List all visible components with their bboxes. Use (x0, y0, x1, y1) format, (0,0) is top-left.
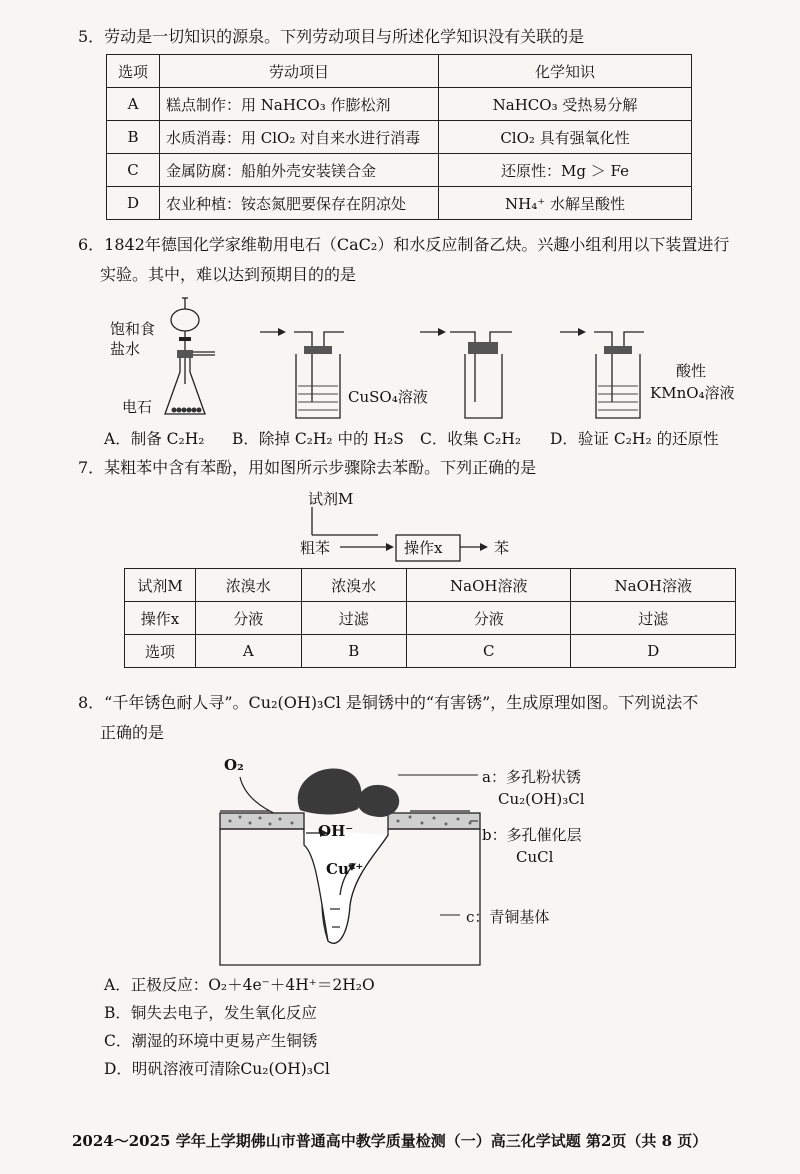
q6-stem-line1: 6．1842年德国化学家维勒用电石（CaC₂）和水反应制备乙炔。兴趣小组利用以下装置进行 (78, 235, 730, 254)
q5-cell: 金属防腐：船舶外壳安装镁合金 (160, 154, 439, 187)
q6-option-a: A．制备 C₂H₂ (104, 430, 205, 448)
q7-cell: C (407, 635, 571, 668)
q5-header: 劳动项目 (160, 55, 439, 88)
kmno4-label: KMnO₄溶液 (650, 384, 735, 402)
q8-stem-line1: 8．“千年锈色耐人寻”。Cu₂(OH)₃Cl 是铜锈中的“有害锈”，生成原理如图。下列说法不 (78, 693, 699, 712)
page-footer: 2024～2025 学年上学期佛山市普通高中教学质量检测（一）高三化学试题 第2页（共 8 页） (72, 1132, 708, 1150)
q7-cell: 分液 (407, 602, 571, 635)
reagent-m-label: 试剂M (308, 490, 354, 508)
q6-stem-line2: 实验。其中，难以达到预期目的的是 (100, 265, 357, 284)
q7-cell: 浓溴水 (301, 569, 407, 602)
q5-cell: NaHCO₃ 受热易分解 (439, 88, 692, 121)
q5-cell: NH₄⁺ 水解呈酸性 (439, 187, 692, 220)
q7-cell: 选项 (125, 635, 196, 668)
q5-cell: 糕点制作：用 NaHCO₃ 作膨松剂 (160, 88, 439, 121)
q5-cell: 水质消毒：用 ClO₂ 对自来水进行消毒 (160, 121, 439, 154)
q5-cell: 还原性：Mg ＞ Fe (439, 154, 692, 187)
q6-option-c: C．收集 C₂H₂ (420, 430, 522, 448)
q5-cell: B (107, 121, 160, 154)
q7-cell: 分液 (196, 602, 302, 635)
q7-stem: 7．某粗苯中含有苯酚，用如图所示步骤除去苯酚。下列正确的是 (78, 458, 537, 477)
operation-x-label: 操作x (404, 539, 443, 557)
q5-header: 化学知识 (439, 55, 692, 88)
q7-cell: 试剂M (125, 569, 196, 602)
q7-cell: 过滤 (571, 602, 736, 635)
apparatus-d-diagram (560, 322, 650, 422)
saturated-brine-label-2: 盐水 (110, 340, 141, 358)
q5-cell: 农业种植：铵态氮肥要保存在阴凉处 (160, 187, 439, 220)
crude-benzene-label: 粗苯 (300, 539, 331, 557)
cu-label: Cu²⁺ (326, 860, 364, 878)
cuso4-label: CuSO₄溶液 (348, 388, 428, 406)
q8-option-b: B．铜失去电子，发生氧化反应 (104, 1004, 317, 1022)
label-c: c：青铜基体 (466, 908, 550, 926)
q8-stem-line2: 正确的是 (100, 723, 165, 742)
q5-cell: A (107, 88, 160, 121)
q5-cell: ClO₂ 具有强氧化性 (439, 121, 692, 154)
acidic-label: 酸性 (676, 362, 707, 380)
q5-stem: 5．劳动是一切知识的源泉。下列劳动项目与所述化学知识没有关联的是 (78, 27, 585, 46)
q7-cell: 浓溴水 (196, 569, 302, 602)
q6-option-d: D．验证 C₂H₂ 的还原性 (550, 430, 719, 448)
q7-cell: NaOH溶液 (407, 569, 571, 602)
q8-option-a: A．正极反应：O₂＋4e⁻＋4H⁺＝2H₂O (104, 976, 375, 994)
apparatus-b-diagram (260, 322, 350, 422)
q7-cell: 操作x (125, 602, 196, 635)
carbide-label: 电石 (122, 398, 153, 416)
saturated-brine-label-1: 饱和食 (110, 320, 156, 338)
q5-cell: C (107, 154, 160, 187)
q6-option-b: B．除掉 C₂H₂ 中的 H₂S (232, 430, 404, 448)
q5-table (106, 54, 692, 220)
q7-cell: NaOH溶液 (571, 569, 736, 602)
label-b-line2: CuCl (516, 848, 554, 866)
q7-cell: D (571, 635, 736, 668)
label-a-line1: a：多孔粉状锈 (482, 768, 581, 786)
label-b-line1: b：多孔催化层 (482, 826, 582, 844)
q7-table (124, 568, 736, 668)
q5-header: 选项 (107, 55, 160, 88)
q5-cell: D (107, 187, 160, 220)
apparatus-c-diagram (420, 322, 520, 422)
oh-label: OH⁻ (318, 822, 354, 840)
q8-option-d: D．明矾溶液可清除Cu₂(OH)₃Cl (104, 1060, 330, 1078)
q7-cell: 过滤 (301, 602, 407, 635)
label-a-line2: Cu₂(OH)₃Cl (498, 790, 585, 808)
o2-label: O₂ (224, 756, 244, 774)
q8-option-c: C．潮湿的环境中更易产生铜锈 (104, 1032, 318, 1050)
q7-cell: A (196, 635, 302, 668)
q7-cell: B (301, 635, 407, 668)
benzene-label: 苯 (494, 539, 510, 557)
